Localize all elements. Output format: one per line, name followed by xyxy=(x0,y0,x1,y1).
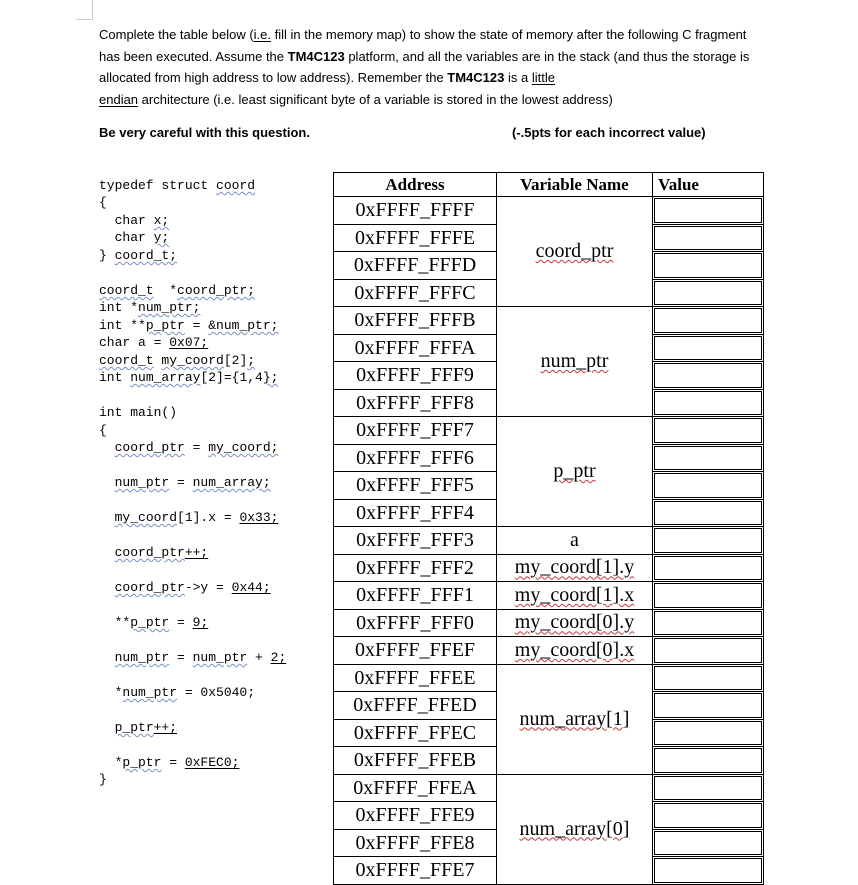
platform-name-2: TM4C123 xyxy=(447,70,505,85)
address-cell: 0xFFFF_FFF0 xyxy=(334,609,497,637)
address-cell: 0xFFFF_FFFE xyxy=(334,224,497,252)
code-stmt-6: **p_ptr = 9; xyxy=(99,615,209,630)
code-main-brace-close: } xyxy=(99,772,107,787)
instructions-endian: endian xyxy=(99,91,139,107)
value-input-box[interactable] xyxy=(654,253,762,278)
code-stmt-4: coord_ptr++; xyxy=(114,545,209,560)
instructions-text-1: Complete the table below ( xyxy=(99,27,254,42)
value-input-box[interactable] xyxy=(654,638,762,663)
address-cell: 0xFFFF_FFF6 xyxy=(334,444,497,472)
value-cell[interactable] xyxy=(653,307,764,335)
value-input-box[interactable] xyxy=(654,528,762,553)
value-cell[interactable] xyxy=(653,609,764,637)
address-cell: 0xFFFF_FFED xyxy=(334,692,497,720)
table-row xyxy=(334,609,764,637)
var-my-coord-1-y-label: my_coord[1].y xyxy=(514,556,635,579)
value-input-box[interactable] xyxy=(654,391,762,416)
value-input-box[interactable] xyxy=(654,666,762,691)
address-cell: 0xFFFF_FFFB xyxy=(334,307,497,335)
value-input-box[interactable] xyxy=(654,336,762,361)
warning-text: Be very careful with this question. xyxy=(99,125,310,140)
instructions-little: little xyxy=(531,70,555,85)
address-cell: 0xFFFF_FFFC xyxy=(334,279,497,307)
code-typedef-close: } coord_t; xyxy=(99,248,178,263)
var-p-ptr-label: p_ptr xyxy=(553,460,596,482)
address-cell: 0xFFFF_FFE9 xyxy=(334,802,497,830)
value-cell[interactable] xyxy=(653,279,764,307)
address-cell: 0xFFFF_FFE8 xyxy=(334,829,497,857)
value-cell[interactable] xyxy=(653,802,764,830)
code-coord-ptr-decl: coord_t *coord_ptr; xyxy=(99,283,256,298)
value-input-box[interactable] xyxy=(654,556,762,581)
value-input-box[interactable] xyxy=(654,858,762,883)
var-my-coord-0-y xyxy=(497,609,653,637)
code-typedef-line: typedef struct coord xyxy=(99,178,256,193)
header-address: Address xyxy=(334,173,497,197)
table-row xyxy=(334,197,764,225)
address-cell: 0xFFFF_FFEA xyxy=(334,774,497,802)
value-cell[interactable] xyxy=(653,829,764,857)
page-corner-mark xyxy=(76,0,93,20)
code-stmt-1: coord_ptr = my_coord; xyxy=(114,440,279,455)
value-input-box[interactable] xyxy=(654,198,762,223)
value-cell[interactable] xyxy=(653,499,764,527)
value-input-box[interactable] xyxy=(654,693,762,718)
value-cell[interactable] xyxy=(653,362,764,390)
value-input-box[interactable] xyxy=(654,776,762,801)
value-cell[interactable] xyxy=(653,527,764,555)
var-p-ptr xyxy=(497,417,653,527)
address-cell: 0xFFFF_FFF3 xyxy=(334,527,497,555)
address-cell: 0xFFFF_FFFD xyxy=(334,252,497,280)
code-stmt-10: *p_ptr = 0xFEC0; xyxy=(99,755,240,770)
value-cell[interactable] xyxy=(653,389,764,417)
code-main-signature: int main() xyxy=(99,405,178,420)
value-cell[interactable] xyxy=(653,472,764,500)
code-char-y-line: char y; xyxy=(99,230,170,245)
value-input-box[interactable] xyxy=(654,583,762,608)
table-row xyxy=(334,664,764,692)
value-input-box[interactable] xyxy=(654,226,762,251)
value-input-box[interactable] xyxy=(654,748,762,773)
address-cell: 0xFFFF_FFEF xyxy=(334,637,497,665)
table-row xyxy=(334,417,764,445)
value-input-box[interactable] xyxy=(654,473,762,498)
value-cell[interactable] xyxy=(653,224,764,252)
address-cell: 0xFFFF_FFF4 xyxy=(334,499,497,527)
value-cell[interactable] xyxy=(653,747,764,775)
header-variable-name: Variable Name xyxy=(497,173,653,197)
code-stmt-3: my_coord[1].x = 0x33; xyxy=(114,510,279,525)
table-row xyxy=(334,554,764,582)
value-input-box[interactable] xyxy=(654,721,762,746)
value-cell[interactable] xyxy=(653,252,764,280)
instructions-ie: i.e. xyxy=(253,27,271,42)
address-cell: 0xFFFF_FFEB xyxy=(334,747,497,775)
value-cell[interactable] xyxy=(653,554,764,582)
instructions-text-3: platform, and all the variables are in the stack (and thus the storage is allocated from high address to low address). Remember the xyxy=(99,48,750,85)
var-a-label: a xyxy=(570,528,579,551)
var-num-ptr xyxy=(497,307,653,417)
value-input-box[interactable] xyxy=(654,501,762,526)
code-brace-open: { xyxy=(99,195,107,210)
value-input-box[interactable] xyxy=(654,281,762,306)
value-cell[interactable] xyxy=(653,444,764,472)
code-num-ptr-decl: int *num_ptr; xyxy=(99,300,201,315)
address-cell: 0xFFFF_FFF5 xyxy=(334,472,497,500)
code-my-coord-decl: coord_t my_coord[2]; xyxy=(99,353,256,368)
address-cell: 0xFFFF_FFF7 xyxy=(334,417,497,445)
value-cell[interactable] xyxy=(653,664,764,692)
code-stmt-9: p_ptr++; xyxy=(114,720,178,735)
instructions-text-5: architecture (i.e. least significant byte of a variable is stored in the lowest address) xyxy=(138,91,613,107)
table-row xyxy=(334,307,764,335)
code-main-brace-open: { xyxy=(99,423,107,438)
var-num-ptr-label: num_ptr xyxy=(540,350,609,372)
var-my-coord-1-x-label: my_coord[1].x xyxy=(514,583,635,606)
code-stmt-7: num_ptr = num_ptr + 2; xyxy=(114,650,287,665)
penalty-text: (-.5pts for each incorrect value) xyxy=(512,125,706,140)
var-my-coord-0-x xyxy=(497,637,653,665)
var-num-array-1-label: num_array[1] xyxy=(519,707,630,730)
var-my-coord-0-y-label: my_coord[0].y xyxy=(514,611,635,634)
var-my-coord-0-x-label: my_coord[0].x xyxy=(514,638,635,661)
var-num-array-1 xyxy=(497,664,653,774)
address-cell: 0xFFFF_FFF2 xyxy=(334,554,497,582)
address-cell: 0xFFFF_FFEE xyxy=(334,664,497,692)
platform-name-1: TM4C123 xyxy=(287,48,345,64)
var-my-coord-1-x xyxy=(497,582,653,610)
instructions-text-2: fill in the memory map) to show the state of memory after the following C fragment has been executed. Assume the xyxy=(99,27,747,64)
address-cell: 0xFFFF_FFEC xyxy=(334,719,497,747)
value-input-box[interactable] xyxy=(654,446,762,471)
value-cell[interactable] xyxy=(653,637,764,665)
var-my-coord-1-y xyxy=(497,554,653,582)
code-p-ptr-decl: int **p_ptr = &num_ptr; xyxy=(99,318,279,333)
value-cell[interactable] xyxy=(653,857,764,885)
table-row xyxy=(334,527,764,555)
header-value: Value xyxy=(653,173,764,197)
code-num-array-decl: int num_array[2]={1,4}; xyxy=(99,370,279,385)
address-cell: 0xFFFF_FFF8 xyxy=(334,389,497,417)
code-char-x-line: char x; xyxy=(99,213,170,228)
value-input-box[interactable] xyxy=(654,803,762,828)
code-char-a-decl: char a = 0x07; xyxy=(99,335,209,350)
instructions-text-4: is a xyxy=(504,70,532,85)
value-cell[interactable] xyxy=(653,197,764,225)
address-cell: 0xFFFF_FFFA xyxy=(334,334,497,362)
value-cell[interactable] xyxy=(653,774,764,802)
value-cell[interactable] xyxy=(653,719,764,747)
address-cell: 0xFFFF_FFF9 xyxy=(334,362,497,390)
value-input-box[interactable] xyxy=(654,831,762,856)
value-input-box[interactable] xyxy=(654,418,762,443)
value-input-box[interactable] xyxy=(654,363,762,388)
value-input-box[interactable] xyxy=(654,308,762,333)
value-cell[interactable] xyxy=(653,334,764,362)
value-cell[interactable] xyxy=(653,417,764,445)
code-stmt-5: coord_ptr->y = 0x44; xyxy=(114,580,271,595)
var-num-array-0-label: num_array[0] xyxy=(519,817,630,840)
code-stmt-8: *num_ptr = 0x5040; xyxy=(99,685,256,700)
address-cell: 0xFFFF_FFF1 xyxy=(334,582,497,610)
value-input-box[interactable] xyxy=(654,611,762,636)
table-row xyxy=(334,637,764,665)
table-header-row xyxy=(334,173,764,197)
var-a xyxy=(497,527,653,555)
table-row xyxy=(334,774,764,802)
var-num-array-0 xyxy=(497,774,653,884)
value-cell[interactable] xyxy=(653,582,764,610)
var-coord-ptr xyxy=(497,197,653,307)
memory-map-table xyxy=(333,172,764,885)
var-coord-ptr-label: coord_ptr xyxy=(535,240,614,262)
code-stmt-2: num_ptr = num_array; xyxy=(114,475,271,490)
address-cell: 0xFFFF_FFFF xyxy=(334,197,497,225)
address-cell: 0xFFFF_FFE7 xyxy=(334,857,497,885)
value-cell[interactable] xyxy=(653,692,764,720)
table-row xyxy=(334,582,764,610)
instructions-paragraph xyxy=(99,24,759,110)
